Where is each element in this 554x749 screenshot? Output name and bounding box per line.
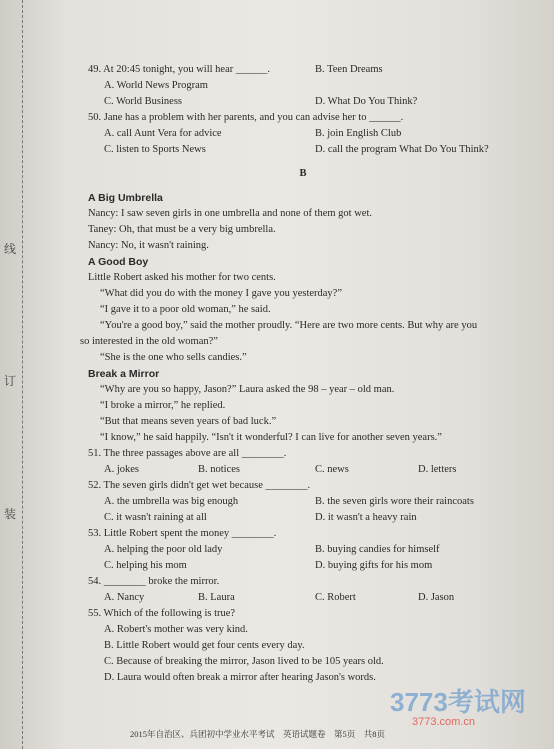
binding-char: 订 (4, 374, 17, 388)
passage-title: Break a Mirror (88, 368, 160, 380)
question-53: 53. Little Robert spent the money ________. (88, 528, 277, 539)
question-52: 52. The seven girls didn't get wet because ________. (88, 480, 311, 491)
passage-title: A Good Boy (88, 256, 149, 268)
section-heading: B (299, 168, 307, 179)
question-55: 55. Which of the following is true? (88, 608, 236, 619)
binding-char: 线 (4, 242, 17, 256)
watermark-url: 3773.com.cn (412, 716, 475, 728)
page-footer: 2015年自治区、兵团初中学业水平考试 英语试题卷 第5页 共8页 (130, 729, 386, 739)
question-54: 54. ________ broke the mirror. (88, 576, 220, 587)
exam-content: 49. At 20:45 tonight, you will hear ______. B. Teen Dreams A. World News Program C. World Business D. What Do You Think? 50. Jane has a problem with her parents, and you can advise her to ______. A. call Aunt Vera for advice B. join English Club C. listen to Sports News D. call the program What Do You Think? B A Big Umbrella Nancy: I saw seven girls in one umbrella and none of them got wet. Taney: Oh, that must be a very big umbrella. Nancy: No, it wasn't raining. A Good Boy Little Robert asked his mother for two cents. “What did you do with the money I gave you yesterday?” “I gave it to a poor old woman,” he said. “You're a good boy,” said the mother proudly. “Here are two more cents. But why are you so interested in the old woman?” “She is the one who sells candies.” Break a Mirror “Why are you so happy, Jason?” Laura asked the 98 – year – old man. “I broke a mirror,” he replied. “But that means seven years of bad luck.” “I know,” he said happily. “Isn't it wonderful? I can live for another seven years.” 51. The three passages above are all ________. A. jokes B. notices C. news D. letters 52. The seven girls didn't get wet because ________. A. the umbrella was big enough B. the seven girls wore their raincoats C. it wasn't raining at all D. it wasn't a heavy rain 53. Little Robert spent the money ________. A. helping the poor old lady B. buying candies for himself C. helping his mom D. buying gifts for his mom 54. ________ broke the mirror. A. Nancy B. Laura C. Robert D. Jason 55. Which of the following is true? A. Robert's mother was very kind. B. Little Robert would get four cents every day. C. Because of breaking the mirror, Jason lived to be 105 years old. D. Laura would often break a mirror after hearing Jason's words. (88, 62, 518, 686)
watermark-logo: 3773考试网 (390, 687, 526, 717)
binding-margin (0, 0, 23, 749)
question-50: 50. Jane has a problem with her parents, and you can advise her to ______. (88, 112, 404, 123)
binding-char: 装 (4, 507, 17, 521)
passage-title: A Big Umbrella (88, 192, 163, 204)
question-51: 51. The three passages above are all ________. (88, 448, 287, 459)
question-49: 49. At 20:45 tonight, you will hear ______. B. Teen Dreams (88, 64, 383, 75)
